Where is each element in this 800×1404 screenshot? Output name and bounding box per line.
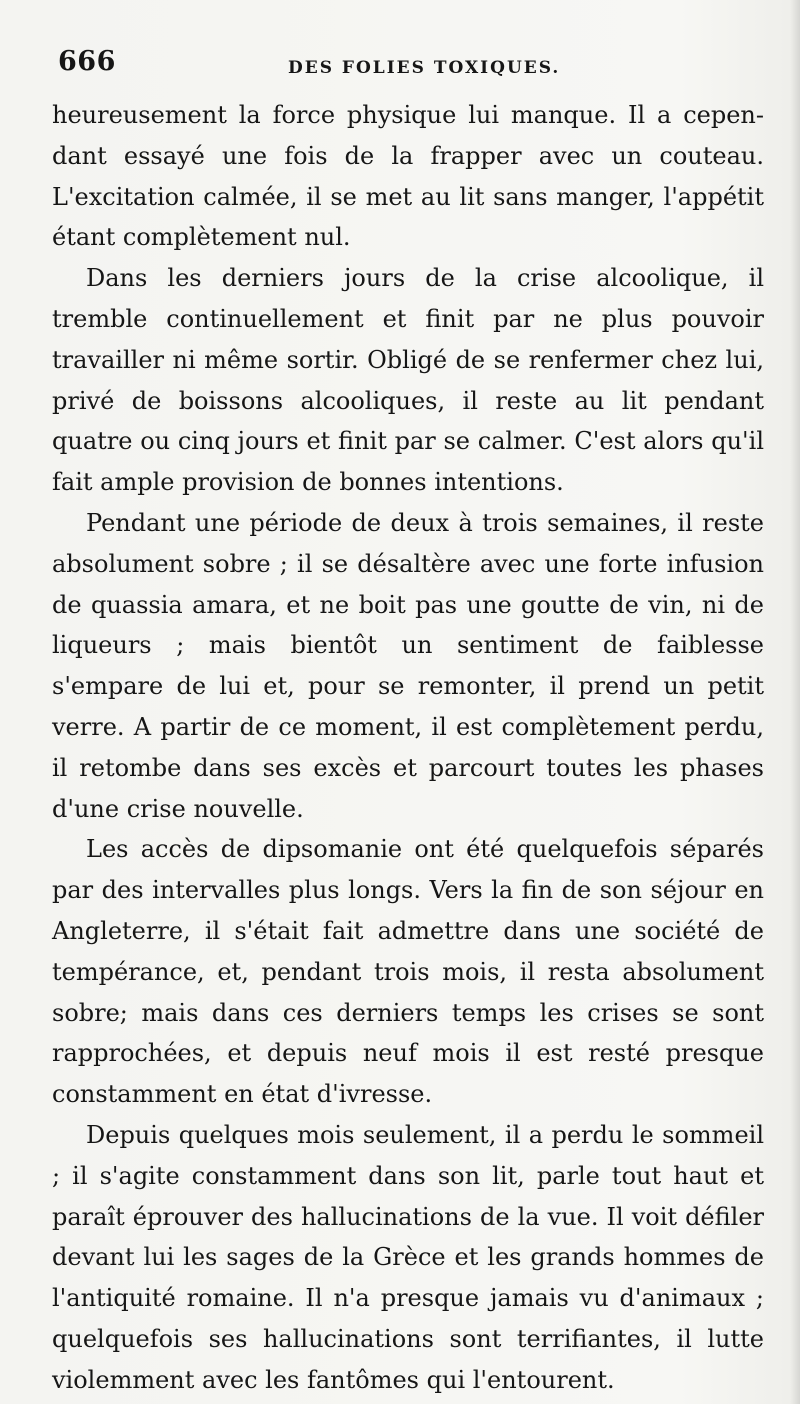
- paragraph: Pendant une période de deux à trois semaines, il reste absolument sobre ; il se désaltère avec une forte infusion de quassia amara, et ne boit pas une goutte de vin, ni de liqueurs ; mais bientôt un sentiment de faiblesse s'empare de lui et, pour se remonter, il prend un petit verre. A partir de ce moment, il est complètement perdu, il retombe dans ses excès et parcourt toutes les phases d'une crise nouvelle.: [52, 508, 764, 823]
- paragraph: heureusement la force physique lui manque. Il a cependant essayé une fois de la frapper avec un couteau. L'excitation calmée, il se met au lit sans manger, l'appétit étant complètement nul.: [52, 101, 764, 252]
- body-text: [52, 95, 764, 1401]
- running-head: DES FOLIES TOXIQUES.: [288, 58, 561, 78]
- page-edge-shadow: [790, 0, 800, 1404]
- page-header: [58, 46, 758, 86]
- page-number: 666: [58, 46, 116, 77]
- paragraph: Dans les derniers jours de la crise alcoolique, il tremble continuellement et finit par ne plus pouvoir travailler ni même sortir. Obligé de se renfermer chez lui, privé de boissons alcooliques, il reste au lit pendant quatre ou cinq jours et finit par se calmer. C'est alors qu'il fait ample provision de bonnes intentions.: [52, 264, 764, 497]
- paragraph: Les accès de dipsomanie ont été quelquefois séparés par des intervalles plus longs. Vers la fin de son séjour en Angleterre, il s'était fait admettre dans une société de tempérance, et, pendant trois mois, il resta absolument sobre; mais dans ces derniers temps les crises se sont rapprochées, et depuis neuf mois il est resté presque constamment en état d'ivresse.: [52, 835, 764, 1109]
- paragraph: Depuis quelques mois seulement, il a perdu le sommeil ; il s'agite constamment dans son lit, parle tout haut et paraît éprouver des hallucinations de la vue. Il voit défiler devant lui les sages de la Grèce et les grands hommes de l'antiquité romaine. Il n'a presque jamais vu d'animaux ; quelquefois ses hallucinations sont terrifiantes, il lutte violemment avec les fantômes qui l'entourent.: [52, 1120, 764, 1394]
